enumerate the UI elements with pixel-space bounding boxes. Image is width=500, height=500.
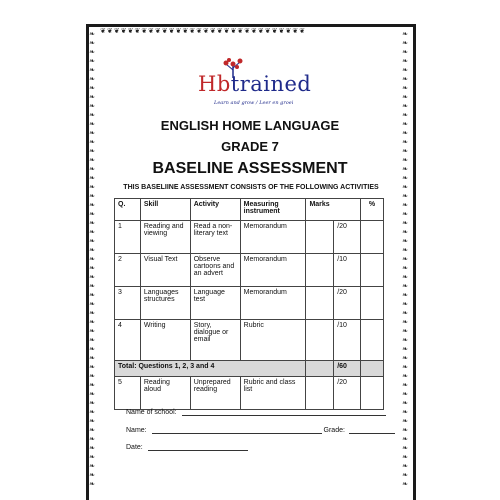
date-field[interactable]	[148, 450, 248, 451]
cell-skill: Writing	[140, 320, 190, 361]
cell-instrument: Rubric and class list	[240, 377, 306, 410]
table-row	[115, 377, 384, 410]
cell-instrument: Memorandum	[240, 287, 306, 320]
cell-percent-blank[interactable]	[361, 221, 384, 254]
name-row	[126, 427, 395, 434]
total-percent-blank[interactable]	[361, 361, 384, 377]
header-percent: %	[361, 199, 384, 221]
cell-instrument: Memorandum	[240, 221, 306, 254]
cell-score-blank[interactable]	[306, 287, 334, 320]
name-field[interactable]	[152, 433, 322, 434]
cell-score-blank[interactable]	[306, 377, 334, 410]
header-skill: Skill	[140, 199, 190, 221]
border-pattern-right: ❧ ❧ ❧ ❧ ❧ ❧ ❧ ❧ ❧ ❧ ❧ ❧ ❧ ❧ ❧ ❧ ❧ ❧ ❧ ❧ ❧ ❧ ❧ ❧ ❧ ❧ ❧ ❧ ❧ ❧ ❧ ❧ ❧ ❧ ❧ ❧ ❧ ❧ ❧ ❧ ❧ ❧ ❧ ❧ ❧ ❧ ❧ ❧ ❧ ❧ ❧	[402, 30, 408, 488]
brand-prefix: Hb	[198, 72, 231, 96]
border-pattern-top: ❦❦❦❦❦❦❦❦❦❦❦❦❦❦❦❦❦❦❦❦❦❦❦❦❦❦❦❦❦❦	[100, 27, 306, 35]
cell-score-blank[interactable]	[306, 320, 334, 361]
brand-rest: trained	[230, 72, 312, 96]
cell-activity: Language test	[190, 287, 240, 320]
total-marks: /60	[334, 361, 361, 377]
total-label: Total: Questions 1, 2, 3 and 4	[115, 361, 306, 377]
cell-q: 2	[115, 254, 141, 287]
header-q: Q.	[115, 199, 141, 221]
assessment-title: BASELINE ASSESSMENT	[152, 160, 348, 177]
date-label: Date:	[126, 444, 143, 451]
header-instrument: Measuring instrument	[240, 199, 306, 221]
cell-activity: Observe cartoons and an advert	[190, 254, 240, 287]
cell-q: 1	[115, 221, 141, 254]
border-pattern-left: ❧ ❧ ❧ ❧ ❧ ❧ ❧ ❧ ❧ ❧ ❧ ❧ ❧ ❧ ❧ ❧ ❧ ❧ ❧ ❧ ❧ ❧ ❧ ❧ ❧ ❧ ❧ ❧ ❧ ❧ ❧ ❧ ❧ ❧ ❧ ❧ ❧ ❧ ❧ ❧ ❧ ❧ ❧ ❧ ❧ ❧ ❧ ❧ ❧ ❧ ❧	[89, 30, 95, 488]
school-label: Name of school:	[126, 409, 177, 416]
cell-percent-blank[interactable]	[361, 320, 384, 361]
table-total-row	[115, 361, 384, 377]
cell-score-blank[interactable]	[306, 254, 334, 287]
header-marks: Marks	[306, 199, 361, 221]
cell-activity: Read a non-literary text	[190, 221, 240, 254]
activities-subtitle: THIS BASELIINE ASSESSMENT CONSISTS OF THE FOLLOWING ACTIVITIES	[123, 184, 379, 191]
table-row	[115, 221, 384, 254]
assessment-table	[114, 198, 384, 410]
cell-marks: /10	[334, 320, 361, 361]
cell-instrument: Memorandum	[240, 254, 306, 287]
school-row	[126, 409, 386, 416]
brand-logo	[198, 72, 311, 96]
cell-marks: /10	[334, 254, 361, 287]
cell-skill: Reading aloud	[140, 377, 190, 410]
cell-marks: /20	[334, 221, 361, 254]
name-label: Name:	[126, 427, 147, 434]
cell-q: 3	[115, 287, 141, 320]
cell-activity: Story, dialogue or email	[190, 320, 240, 361]
brand-tagline: Learn and grow / Leer en groei	[214, 100, 294, 106]
cell-q: 4	[115, 320, 141, 361]
table-row	[115, 254, 384, 287]
subject-title: ENGLISH HOME LANGUAGE	[160, 118, 340, 133]
cell-skill: Visual Text	[140, 254, 190, 287]
cell-skill: Languages structures	[140, 287, 190, 320]
table-row	[115, 287, 384, 320]
header-activity: Activity	[190, 199, 240, 221]
date-row	[126, 444, 248, 451]
grade-field[interactable]	[349, 433, 395, 434]
grade-title: GRADE 7	[221, 139, 279, 154]
cell-marks: /20	[334, 287, 361, 320]
cell-percent-blank[interactable]	[361, 287, 384, 320]
cell-instrument: Rubric	[240, 320, 306, 361]
cell-skill: Reading and viewing	[140, 221, 190, 254]
cell-score-blank[interactable]	[306, 221, 334, 254]
cell-activity: Unprepared reading	[190, 377, 240, 410]
table-row	[115, 320, 384, 361]
cell-percent-blank[interactable]	[361, 254, 384, 287]
total-score-blank[interactable]	[306, 361, 334, 377]
grade-label: Grade:	[323, 427, 345, 434]
cell-percent-blank[interactable]	[361, 377, 384, 410]
table-header-row	[115, 199, 384, 221]
school-field[interactable]	[182, 415, 386, 416]
cell-marks: /20	[334, 377, 361, 410]
cell-q: 5	[115, 377, 141, 410]
